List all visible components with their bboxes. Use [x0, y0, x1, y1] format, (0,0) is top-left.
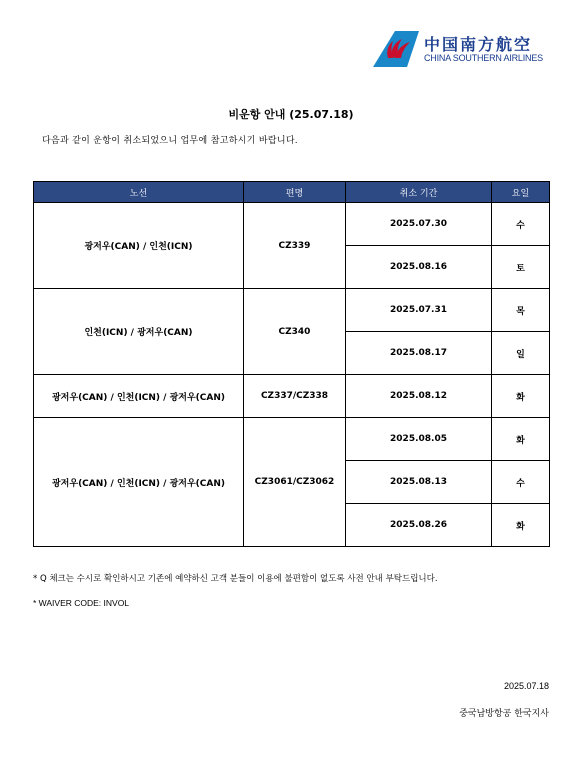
- date-cell: 2025.08.16: [346, 246, 492, 289]
- table-header-row: [34, 182, 550, 203]
- footer-organization: 중국남방항공 한국지사: [459, 709, 549, 719]
- day-cell: 일: [492, 332, 550, 375]
- date-cell: 2025.08.05: [346, 418, 492, 461]
- date-cell: 2025.08.26: [346, 504, 492, 547]
- day-cell: 수: [492, 203, 550, 246]
- cancellation-table: [33, 181, 550, 547]
- day-cell: 화: [492, 375, 550, 418]
- route-cell: 광저우(CAN) / 인천(ICN) / 광저우(CAN): [34, 375, 244, 418]
- day-cell: 화: [492, 504, 550, 547]
- date-cell: 2025.07.31: [346, 289, 492, 332]
- day-cell: 토: [492, 246, 550, 289]
- header-route: 노선: [34, 182, 244, 203]
- route-cell: 인천(ICN) / 광저우(CAN): [34, 289, 244, 375]
- flight-cell: CZ339: [244, 203, 346, 289]
- table-row: [34, 418, 550, 461]
- day-cell: 목: [492, 289, 550, 332]
- table-row: [34, 375, 550, 418]
- flight-cell: CZ3061/CZ3062: [244, 418, 346, 547]
- page-title: 비운항 안내 (25.07.18): [228, 108, 354, 121]
- kapok-flower-icon: [371, 30, 419, 68]
- day-cell: 화: [492, 418, 550, 461]
- route-cell: 광저우(CAN) / 인천(ICN) / 광저우(CAN): [34, 418, 244, 547]
- intro-text: 다음과 같이 운항이 취소되었으니 업무에 참고하시기 바랍니다.: [42, 136, 298, 146]
- company-logo: [371, 30, 551, 70]
- date-cell: 2025.07.30: [346, 203, 492, 246]
- footer-date: 2025.07.18: [503, 681, 549, 691]
- date-cell: 2025.08.13: [346, 461, 492, 504]
- flight-cell: CZ340: [244, 289, 346, 375]
- header-flight: 편명: [244, 182, 346, 203]
- logo-english-name: CHINA SOUTHERN AIRLINES: [424, 53, 543, 63]
- logo-chinese-name: 中国南方航空: [424, 35, 533, 54]
- waiver-code-note: * WAIVER CODE: INVOL: [33, 598, 130, 608]
- date-cell: 2025.08.17: [346, 332, 492, 375]
- flight-cell: CZ337/CZ338: [244, 375, 346, 418]
- day-cell: 수: [492, 461, 550, 504]
- header-cancel-period: 취소 기간: [346, 182, 492, 203]
- table-row: [34, 203, 550, 246]
- q-check-note: * Q 체크는 수시로 확인하시고 기존에 예약하신 고객 분들이 이용에 불편함이 없도록 사전 안내 부탁드립니다.: [33, 574, 438, 584]
- header-weekday: 요일: [492, 182, 550, 203]
- date-cell: 2025.08.12: [346, 375, 492, 418]
- route-cell: 광저우(CAN) / 인천(ICN): [34, 203, 244, 289]
- table-row: [34, 289, 550, 332]
